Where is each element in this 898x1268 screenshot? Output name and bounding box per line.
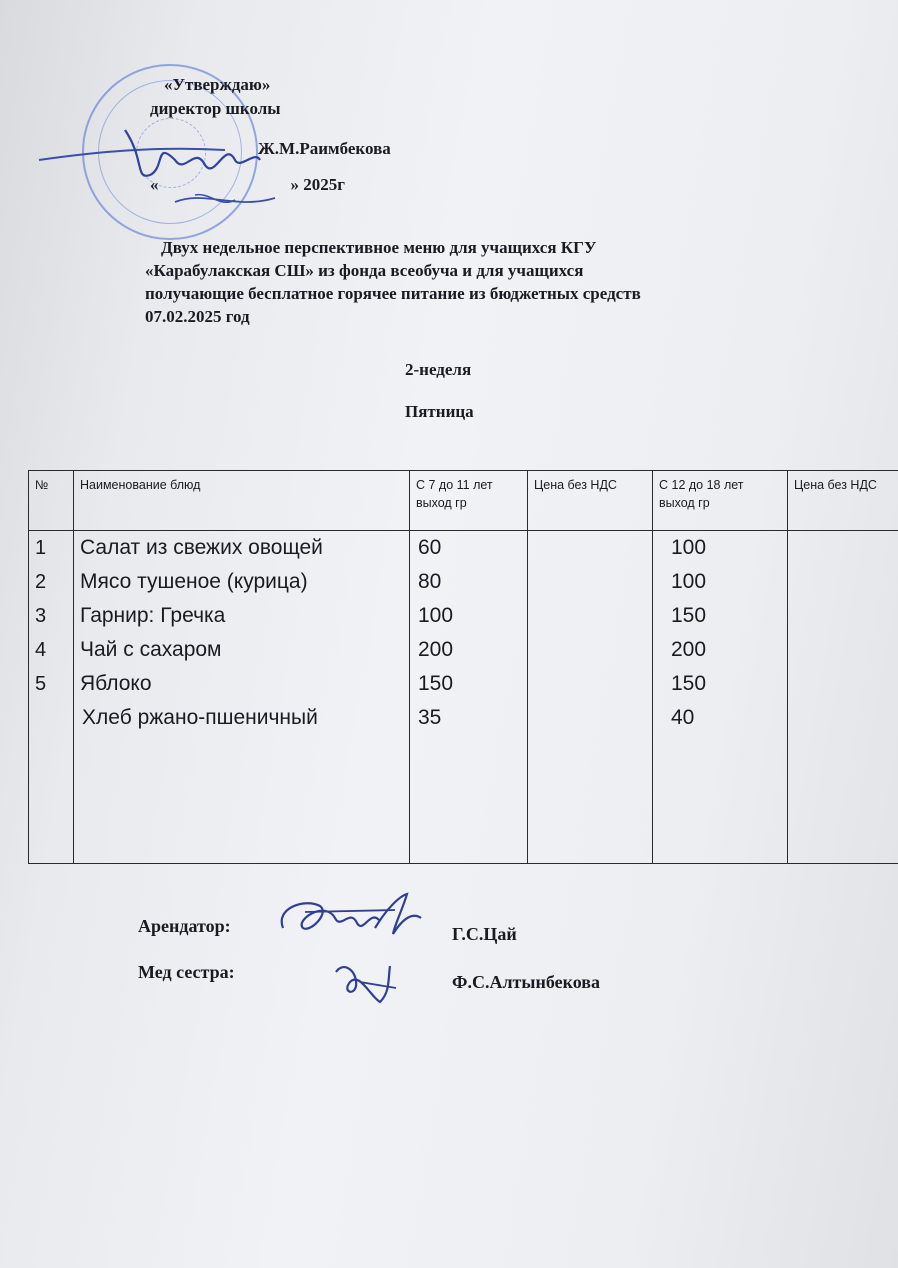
title-line-1: Двух недельное перспективное меню для учащихся КГУ bbox=[161, 238, 597, 257]
list-item: 60 bbox=[418, 536, 442, 559]
portion-7-11-cell bbox=[410, 531, 528, 864]
nurse-label: Мед сестра: bbox=[138, 962, 235, 982]
list-item: 35 bbox=[418, 706, 442, 729]
list-item: Салат из свежих овощей bbox=[80, 536, 323, 559]
list-item: Чай с сахаром bbox=[80, 638, 222, 661]
approval-date-close: » bbox=[290, 175, 304, 194]
header-price-2: Цена без НДС bbox=[788, 471, 898, 531]
header-price-1: Цена без НДС bbox=[528, 471, 653, 531]
menu-table bbox=[28, 470, 898, 864]
week-label: 2-неделя bbox=[405, 360, 472, 379]
table-row bbox=[29, 531, 898, 864]
approval-position: директор школы bbox=[150, 99, 281, 118]
title-line-2: «Карабулакская СШ» из фонда всеобуча и для учащихся bbox=[145, 261, 584, 280]
list-item: 2 bbox=[35, 571, 47, 593]
number-list bbox=[29, 531, 73, 701]
list-item: 80 bbox=[418, 570, 442, 593]
nurse-signature bbox=[330, 952, 410, 1012]
list-item: 150 bbox=[671, 604, 707, 627]
list-item: 100 bbox=[671, 570, 707, 593]
list-item: Яблоко bbox=[80, 672, 152, 695]
tenant-name: Г.С.Цай bbox=[452, 924, 517, 944]
tenant-label: Арендатор: bbox=[138, 916, 231, 936]
title-line-4: 07.02.2025 год bbox=[145, 307, 250, 326]
header-portion-7-11: С 7 до 11 лет выход гр bbox=[410, 471, 528, 531]
list-item: 200 bbox=[418, 638, 454, 661]
dish-cell bbox=[74, 531, 410, 864]
approval-heading: «Утверждаю» bbox=[164, 75, 271, 94]
list-item: Гарнир: Гречка bbox=[80, 604, 226, 627]
list-item: Мясо тушеное (курица) bbox=[80, 570, 308, 593]
director-name: Ж.М.Раимбекова bbox=[258, 139, 391, 158]
list-item: 3 bbox=[35, 605, 47, 627]
nurse-name: Ф.С.Алтынбекова bbox=[452, 972, 600, 992]
dish-list bbox=[74, 531, 409, 735]
director-signature bbox=[35, 120, 295, 215]
list-item: 40 bbox=[671, 706, 695, 729]
day-label: Пятница bbox=[405, 402, 474, 421]
title-line-3: получающие бесплатное горячее питание из бюджетных средств bbox=[145, 284, 641, 303]
list-item: Хлеб ржано-пшеничный bbox=[82, 706, 318, 729]
number-cell bbox=[29, 531, 74, 864]
list-item: 150 bbox=[418, 672, 454, 695]
list-item: 200 bbox=[671, 638, 707, 661]
table-header-row bbox=[29, 471, 898, 531]
list-item: 150 bbox=[671, 672, 707, 695]
list-item: 100 bbox=[671, 536, 707, 559]
tenant-signature bbox=[275, 888, 425, 948]
approval-year: 2025г bbox=[303, 175, 345, 194]
header-dish: Наименование блюд bbox=[74, 471, 410, 531]
list-item: 4 bbox=[35, 639, 47, 661]
portion-7-11-list bbox=[410, 531, 527, 735]
portion-12-18-list bbox=[653, 531, 787, 735]
price-2-cell bbox=[788, 531, 898, 864]
portion-12-18-cell bbox=[653, 531, 788, 864]
list-item: 100 bbox=[418, 604, 454, 627]
list-item: 5 bbox=[35, 673, 47, 695]
list-item: 1 bbox=[35, 537, 47, 559]
price-1-cell bbox=[528, 531, 653, 864]
header-number: № bbox=[29, 471, 74, 531]
approval-date-open: « bbox=[150, 175, 159, 194]
menu-title bbox=[145, 236, 815, 328]
header-portion-12-18: С 12 до 18 лет выход гр bbox=[653, 471, 788, 531]
